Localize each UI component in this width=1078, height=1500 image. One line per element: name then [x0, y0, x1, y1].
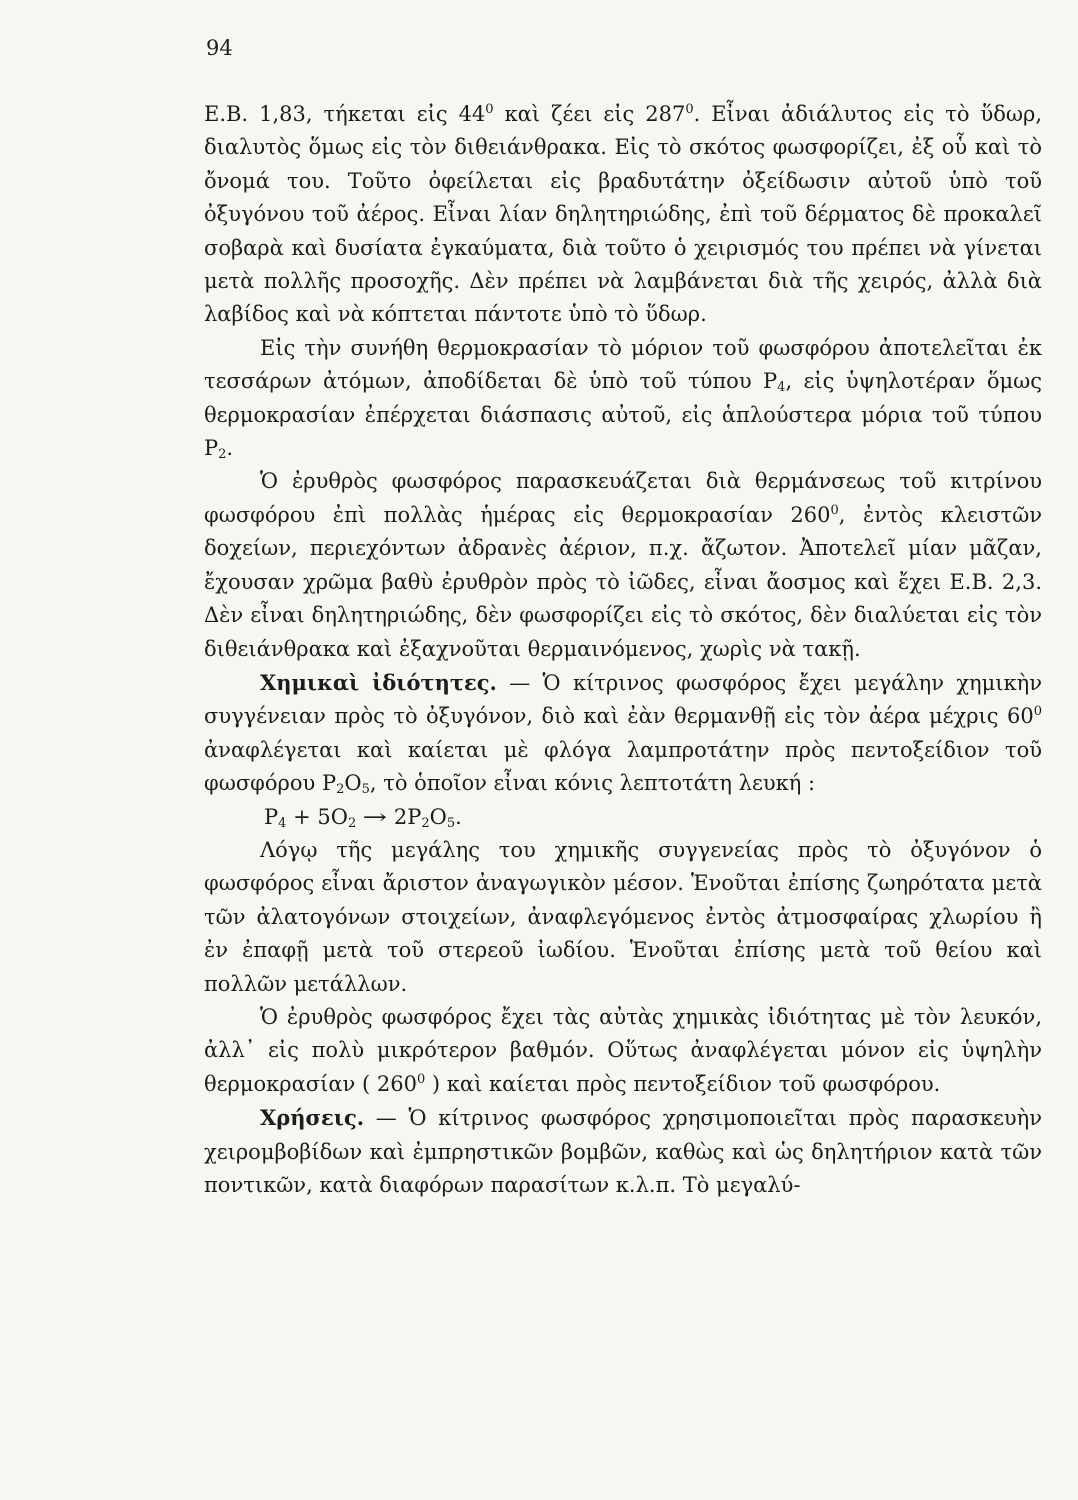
p2-text-c: .	[226, 436, 234, 461]
degree-mark: 0	[830, 502, 839, 518]
subscript: 2	[421, 815, 430, 831]
p4-text-b: ἀναφλέγεται καὶ καίεται μὲ φλόγα λαμπροτάτην πρὸς πεντοξείδιον τοῦ φωσφόρου P	[204, 737, 1042, 796]
subscript: 2	[347, 815, 357, 831]
section-heading-uses: Χρήσεις.	[260, 1105, 365, 1131]
p1-text-b: καὶ ζέει εἰς 287	[493, 102, 686, 126]
p4-text-a: — Ὁ κίτρινος φωσφόρος ἔχει μεγάλην χημικὴν συγγένειαν πρὸς τὸ ὀξυγόνον, διὸ καὶ ἐὰν θερμανθῇ εἰς τὸν ἀέρα μέχρις 60	[204, 670, 1042, 729]
subscript: 5	[446, 815, 456, 831]
p2-text-b: , εἰς ὑψηλοτέραν ὅμως θερμοκρασίαν ἐπέρχεται διάσπασις αὐτοῦ, εἰς ἁπλούστερα μόρια τοῦ τύπου P	[204, 369, 1042, 461]
p4-text-d: , τὸ ὁποῖον εἶναι κόνις λεπτοτάτη λευκή :	[369, 771, 816, 796]
body-text	[204, 98, 1042, 1202]
degree-mark: 0	[1033, 704, 1042, 720]
p4-text-c: O	[344, 771, 362, 796]
reaction-arrow-icon: →	[362, 804, 388, 829]
paragraph-6	[204, 1001, 1042, 1101]
eq-end: .	[455, 804, 462, 829]
paragraph-7	[204, 1101, 1042, 1202]
page-number: 94	[206, 36, 233, 60]
subscript: 4	[278, 815, 287, 831]
paragraph-1	[204, 98, 1042, 332]
paragraph-3	[204, 465, 1042, 665]
section-heading-chemical-properties: Χημικαὶ ἰδιότητες.	[260, 669, 497, 695]
degree-mark: 0	[485, 102, 494, 117]
paragraph-4	[204, 666, 1042, 801]
subscript: 2	[218, 447, 227, 463]
p3-text-a: Ὁ ἐρυθρὸς φωσφόρος παρασκευάζεται διὰ θερμάνσεως τοῦ κιτρίνου φωσφόρου ἐπὶ πολλὰς ἡμέρας εἰς θερμοκρασίαν 260	[204, 469, 1042, 527]
degree-mark: 0	[416, 1071, 426, 1087]
p3-text-b: , ἐντὸς κλειστῶν δοχείων, περιεχόντων ἀδρανὲς ἀέριον, π.χ. ἄζωτον. Ἀποτελεῖ μίαν μᾶζαν, ἔχουσαν χρῶμα βαθὺ ἐρυθρὸν πρὸς τὸ ἰῶδες, εἶναι ἄοσμος καὶ ἔχει E.B. 2,3. Δὲν εἶναι δηλητηριώδης, δὲν φωσφορίζει εἰς τὸ σκότος, δὲν διαλύεται εἰς τὸν διθειάνθρακα καὶ ἐξαχνοῦται θερμαινόμενος, χωρὶς νὰ τακῇ.	[204, 502, 1043, 661]
p1-text-c: . Εἶναι ἀδιάλυτος εἰς τὸ ὕδωρ, διαλυτὸς ὅμως εἰς τὸν διθειάνθρακα. Εἰς τὸ σκότος φωσφορίζει, ἐξ οὗ καὶ τὸ ὄνομά του. Τοῦτο ὀφείλεται εἰς βραδυτάτην ὀξείδωσιν αὐτοῦ ὑπὸ τοῦ ὀξυγόνου τοῦ ἀέρος. Εἶναι λίαν δηλητηριώδης, ἐπὶ τοῦ δέρματος δὲ προκαλεῖ σοβαρὰ καὶ δυσίατα ἐγκαύματα, διὰ τοῦτο ὁ χειρισμός του πρέπει νὰ γίνεται μετὰ πολλῆς προσοχῆς. Δὲν πρέπει νὰ λαμβάνεται διὰ τῆς χειρός, ἀλλὰ διὰ λαβίδος καὶ νὰ κόπτεται πάντοτε ὑπὸ τὸ ὕδωρ.	[204, 102, 1042, 327]
chemical-equation	[204, 801, 1042, 834]
p6-text-b: ) καὶ καίεται πρὸς πεντοξείδιον τοῦ φωσφόρου.	[425, 1071, 941, 1096]
eq-term: O	[429, 804, 447, 829]
degree-mark: 0	[685, 102, 694, 117]
eq-term: 2P	[393, 804, 422, 829]
paragraph-5: Λόγῳ τῆς μεγάλης του χημικῆς συγγενείας πρὸς τὸ ὀξυγόνον ὁ φωσφόρος εἶναι ἄριστον ἀναγωγικὸν μέσον. Ἑνοῦται ἐπίσης ζωηρότατα μετὰ τῶν ἀλατογόνων στοιχείων, ἀναφλεγόμενος ἐντὸς ἀτμοσφαίρας χλωρίου ἢ ἐν ἐπαφῇ μετὰ τοῦ στερεοῦ ἰωδίου. Ἑνοῦται ἐπίσης μετὰ τοῦ θείου καὶ πολλῶν μετάλλων.	[204, 837, 1042, 996]
subscript: 2	[336, 782, 345, 798]
paragraph-2	[204, 332, 1042, 466]
eq-term: P	[264, 804, 279, 829]
p2-text-a: Εἰς τὴν συνήθη θερμοκρασίαν τὸ μόριον τοῦ φωσφόρου ἀποτελεῖται ἐκ τεσσάρων ἀτόμων, ἀποδίδεται δὲ ὑπὸ τοῦ τύπου P	[204, 335, 1042, 394]
eq-plus: +	[293, 804, 311, 829]
p6-text-a: Ὁ ἐρυθρὸς φωσφόρος ἔχει τὰς αὐτὰς χημικὰς ἰδιότητας μὲ τὸν λευκόν, ἀλλ᾽ εἰς πολὺ μικρότερον βαθμόν. Οὕτως ἀναφλέγεται μόνον εἰς ὑψηλὴν θερμοκρασίαν ( 260	[204, 1004, 1042, 1096]
p7-text-a: — Ὁ κίτρινος φωσφόρος χρησιμοποιεῖται πρὸς παρασκευὴν χειρομβοβίδων καὶ ἐμπρηστικῶν βομβῶν, καθὼς καὶ ὡς δηλητήριον κατὰ τῶν ποντικῶν, κατὰ διαφόρων παρασίτων κ.λ.π. Τὸ μεγαλύ-	[204, 1106, 1042, 1197]
p1-text-a: E.B. 1,83, τήκεται εἰς 44	[204, 102, 486, 126]
eq-term: 5O	[317, 804, 348, 829]
subscript: 4	[777, 380, 786, 396]
subscript: 5	[361, 782, 370, 798]
